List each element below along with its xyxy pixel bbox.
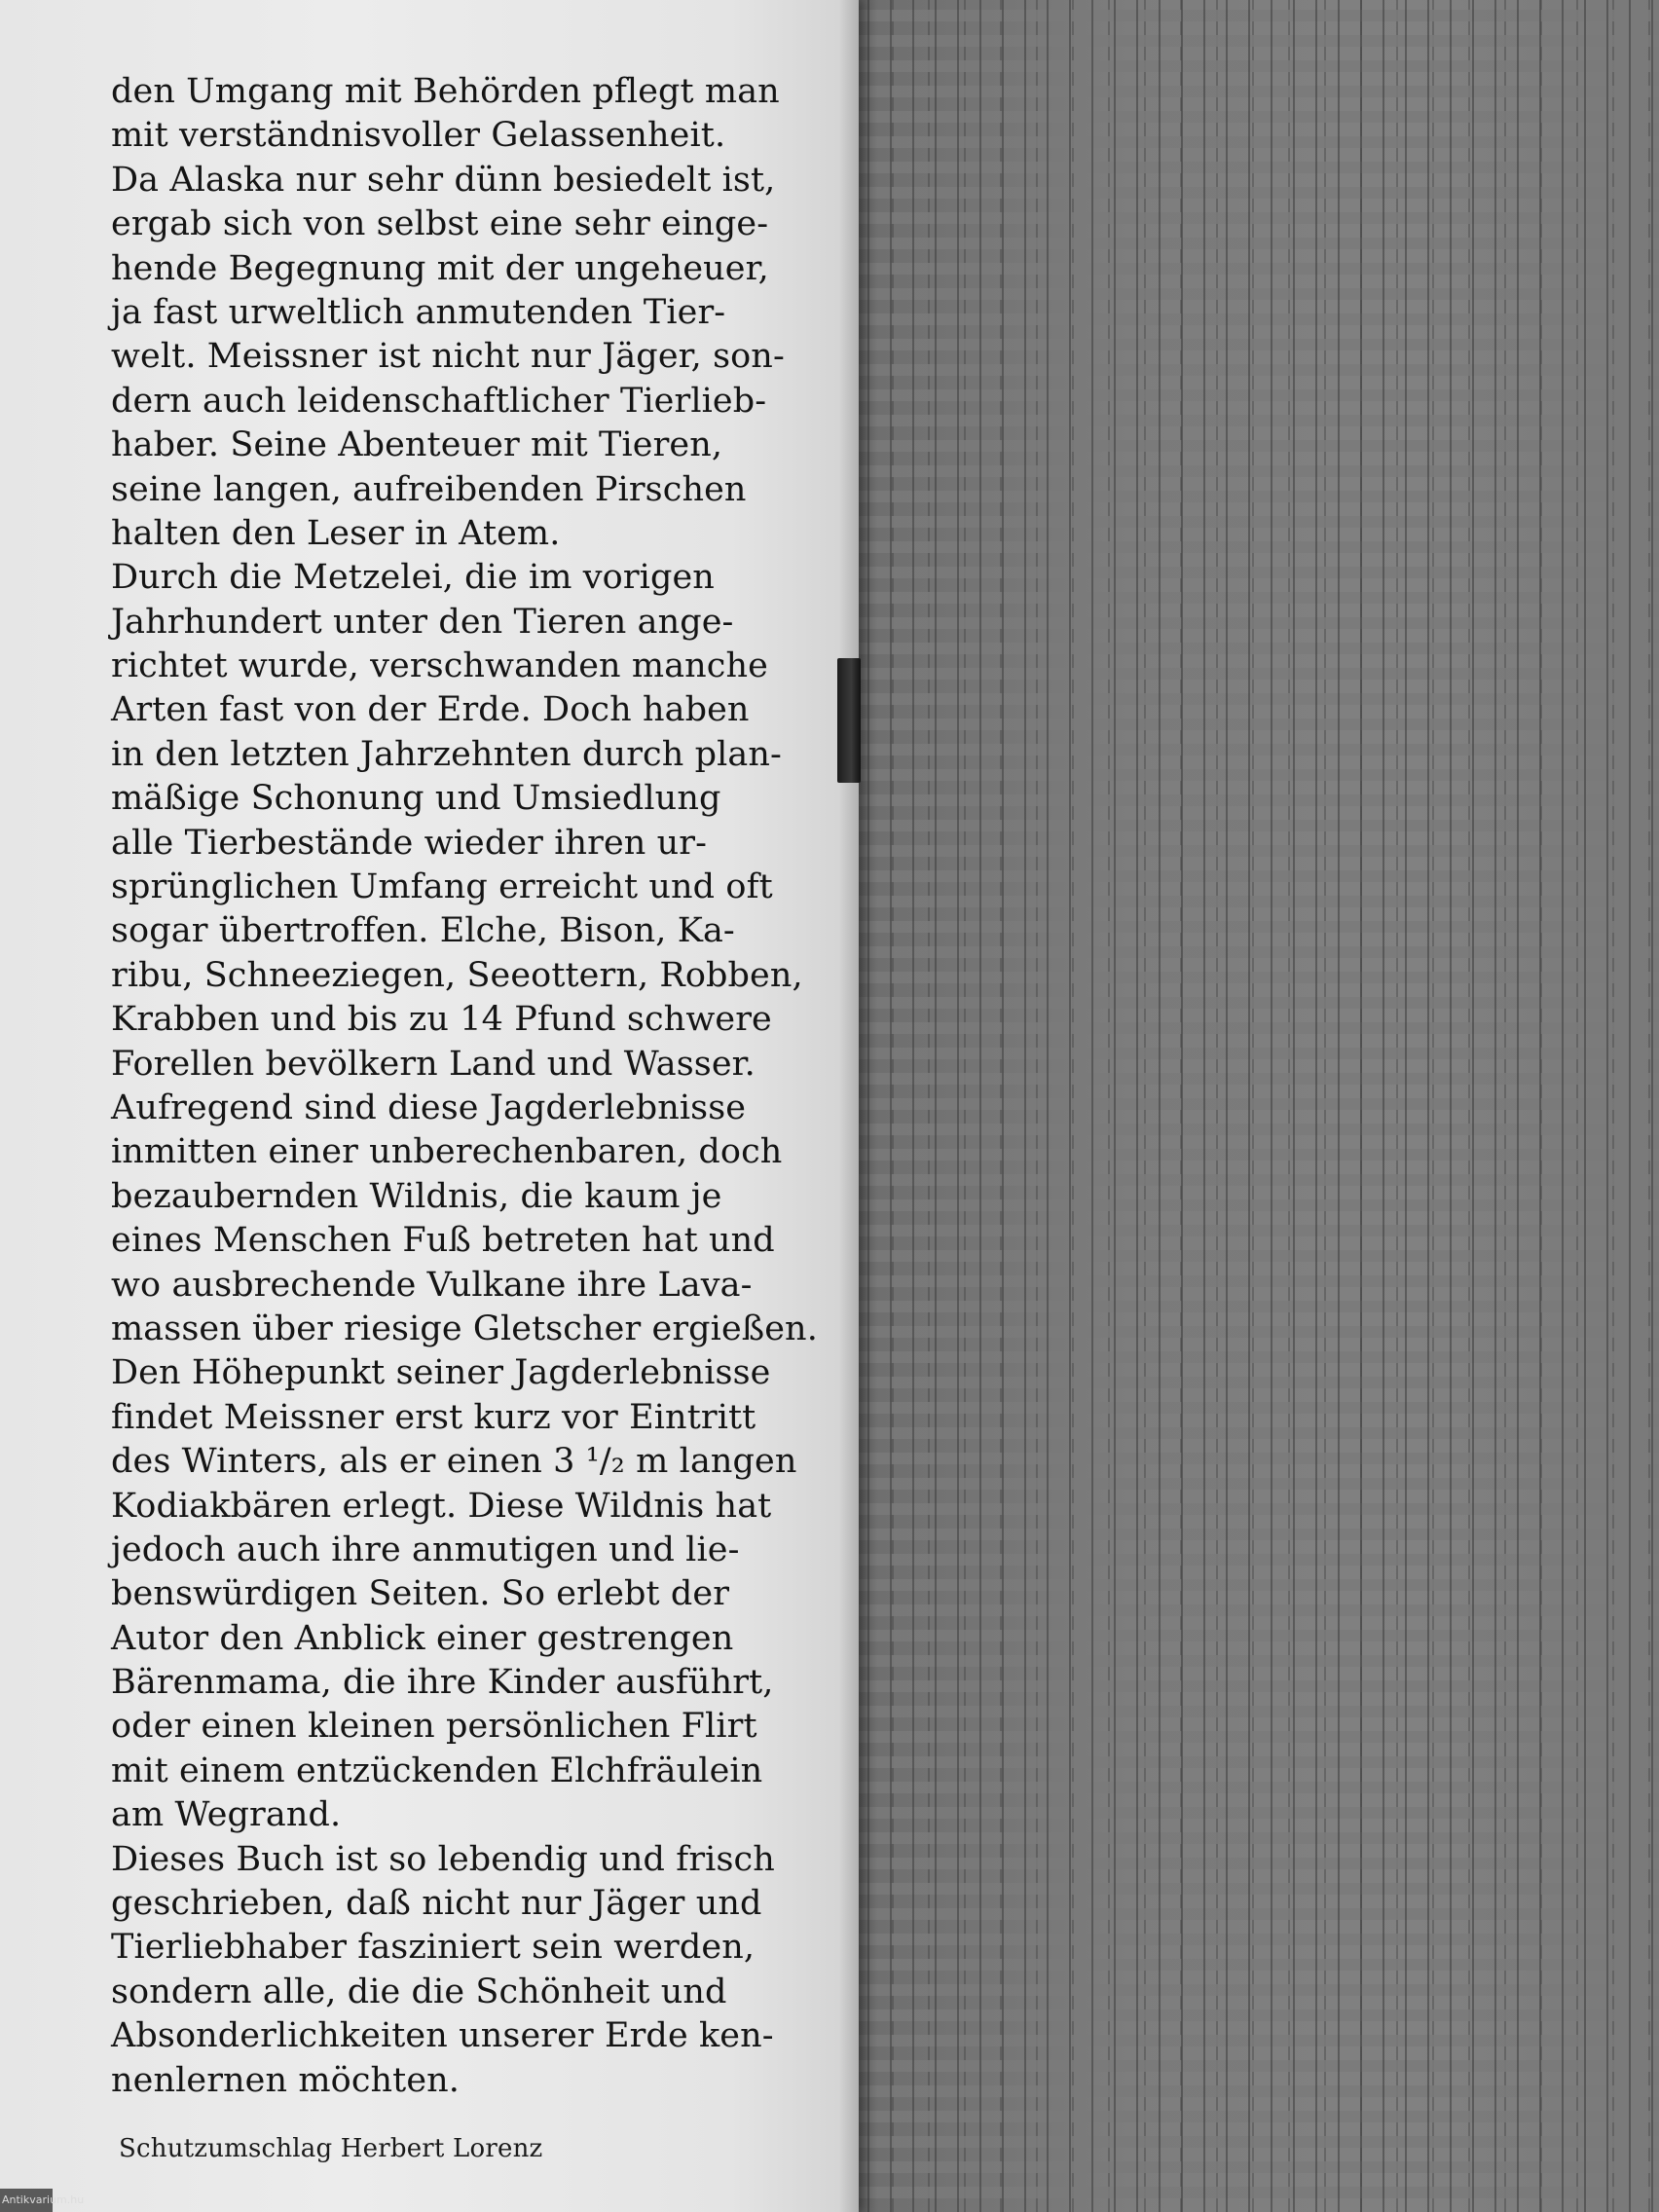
text-line: sogar übertroffen. Elche, Bison, Ka- (111, 911, 735, 951)
text-line: wo ausbrechende Vulkane ihre Lava- (111, 1265, 753, 1305)
text-line: sprünglichen Umfang erreicht und oft (111, 867, 773, 907)
text-line: oder einen kleinen persönlichen Flirt (111, 1707, 757, 1747)
text-line: mäßige Schonung und Umsiedlung (111, 779, 721, 819)
text-line: mit einem entzückenden Elchfräulein (111, 1751, 763, 1790)
text-line: Aufregend sind diese Jagderlebnisse (111, 1088, 747, 1127)
textured-book-board (845, 0, 1659, 2212)
text-line: hende Begegnung mit der ungeheuer, (111, 248, 769, 288)
text-line: ja fast urweltlich anmutenden Tier- (111, 292, 726, 332)
text-line: Forellen bevölkern Land und Wasser. (111, 1044, 756, 1084)
bookmark-tab (837, 658, 861, 783)
page-fold-shadow (839, 0, 859, 2212)
text-line: welt. Meissner ist nicht nur Jäger, son- (111, 337, 785, 377)
jacket-blurb (111, 70, 818, 2103)
text-line: richtet wurde, verschwanden manche (111, 646, 768, 686)
text-line: mit verständnisvoller Gelassenheit. (111, 116, 726, 156)
text-line: ergab sich von selbst eine sehr einge- (111, 204, 769, 244)
text-line: ribu, Schneeziegen, Seeottern, Robben, (111, 955, 803, 995)
text-line: benswürdigen Seiten. So erlebt der (111, 1574, 730, 1614)
text-line: Autor den Anblick einer gestrengen (111, 1618, 734, 1658)
text-line: seine langen, aufreibenden Pirschen (111, 469, 747, 509)
text-line: Arten fast von der Erde. Doch haben (111, 690, 750, 730)
text-line: Tierliebhaber fasziniert sein werden, (111, 1928, 756, 1968)
text-line: halten den Leser in Atem. (111, 513, 561, 553)
text-line: in den letzten Jahrzehnten durch plan- (111, 734, 782, 774)
text-line: Dieses Buch ist so lebendig und frisch (111, 1839, 775, 1879)
text-line: Absonderlichkeiten unserer Erde ken- (111, 2016, 774, 2056)
text-line: findet Meissner erst kurz vor Eintritt (111, 1397, 756, 1437)
text-line: nenlernen möchten. (111, 2060, 461, 2100)
text-line: eines Menschen Fuß betreten hat und (111, 1221, 775, 1261)
text-line: Krabben und bis zu 14 Pfund schwere (111, 1000, 772, 1040)
text-line: Durch die Metzelei, die im vorigen (111, 558, 715, 598)
text-line: geschrieben, daß nicht nur Jäger und (111, 1884, 762, 1924)
text-line: des Winters, als er einen 3 ¹/₂ m langen (111, 1442, 797, 1482)
text-line: sondern alle, die die Schönheit und (111, 1972, 727, 2011)
text-line: den Umgang mit Behörden pflegt man (111, 72, 780, 111)
text-line: dern auch leidenschaftlicher Tierlieb- (111, 381, 767, 421)
jacket-design-credit: Schutzumschlag Herbert Lorenz (119, 2134, 543, 2163)
text-line: haber. Seine Abenteuer mit Tieren, (111, 425, 723, 465)
text-line: Da Alaska nur sehr dünn besiedelt ist, (111, 160, 776, 200)
text-line: jedoch auch ihre anmutigen und lie- (111, 1530, 740, 1569)
text-line: alle Tierbestände wieder ihren ur- (111, 823, 708, 863)
text-line: bezaubernden Wildnis, die kaum je (111, 1176, 722, 1216)
text-line: inmitten einer unberechenbaren, doch (111, 1132, 783, 1172)
source-watermark: Antikvarium.hu (0, 2189, 53, 2212)
text-line: massen über riesige Gletscher ergießen. (111, 1309, 818, 1348)
text-line: Kodiakbären erlegt. Diese Wildnis hat (111, 1486, 772, 1526)
text-line: Den Höhepunkt seiner Jagderlebnisse (111, 1353, 771, 1393)
text-line: am Wegrand. (111, 1795, 342, 1835)
text-line: Jahrhundert unter den Tieren ange- (111, 602, 734, 642)
text-line: Bärenmama, die ihre Kinder ausführt, (111, 1663, 774, 1703)
